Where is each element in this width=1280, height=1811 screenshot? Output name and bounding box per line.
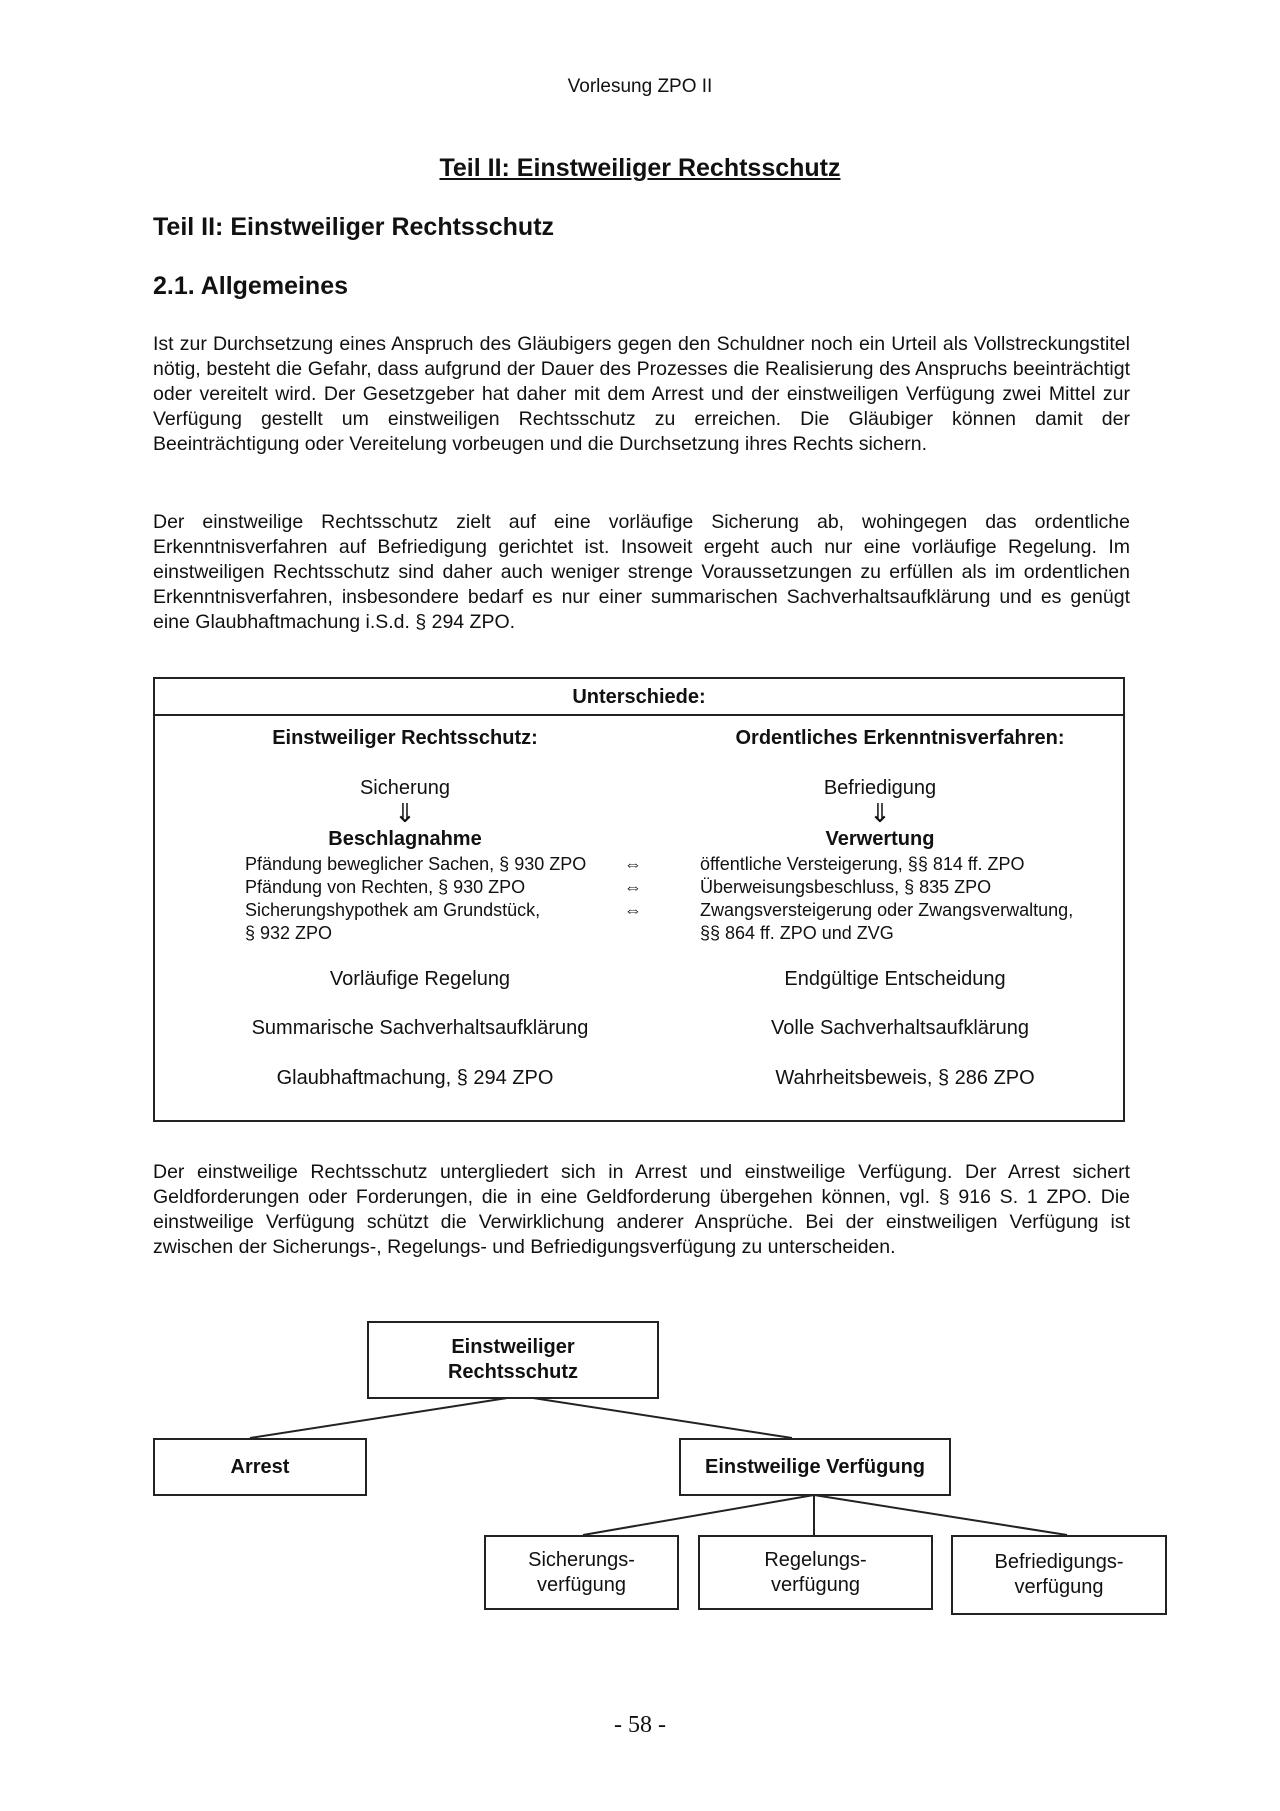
equiv-icon: ⇔ [624,877,642,897]
right-column-heading: Ordentliches Erkenntnisverfahren: [735,727,1065,749]
right-measure: Verwertung [825,828,935,850]
right-aufklaerung: Volle Sachverhaltsaufklärung [771,1017,1029,1039]
running-header: Vorlesung ZPO II [567,76,713,97]
tree-node-einstweilige-verfuegung: Einstweilige Verfügung [679,1438,951,1496]
right-goal: Befriedigung [823,777,937,799]
tree-node-arrest: Arrest [153,1438,367,1496]
left-row-3: Sicherungshypothek am Grundstück, [245,900,541,920]
section-heading: Teil II: Einstweiliger Rechtsschutz [153,213,555,241]
equiv-icon: ⇔ [624,854,642,874]
right-row-1: öffentliche Versteigerung, §§ 814 ff. ZPO [700,854,1025,874]
page-number: - 58 - [614,1712,666,1738]
left-measure: Beschlagnahme [328,828,482,850]
left-row-2: Pfändung von Rechten, § 930 ZPO [245,877,526,897]
tree-node-sicherungsverfuegung: Sicherungs-verfügung [484,1535,679,1610]
tree-node-befriedigungsverfuegung: Befriedigungs-verfügung [951,1535,1167,1615]
right-row-3: Zwangsversteigerung oder Zwangsverwaltung, [700,900,1074,920]
connector-root-ev [520,1396,792,1438]
equiv-icon: ⇔ [624,900,642,920]
tree-node-regelungsverfuegung: Regelungs-verfügung [698,1535,933,1610]
right-down-arrow-icon: ⇓ [869,798,891,828]
paragraph-1: Ist zur Durchsetzung eines Anspruch des Gläubigers gegen den Schuldner noch ein Urteil als Vollstreckungstitel nötig, besteht die Gefahr, dass aufgrund der Dauer des Prozesses die Realisierung des Anspruchs beeinträchtigt oder vereitelt wird. Der Gesetzgeber hat daher mit dem Arrest und der einstweiligen Verfügung zwei Mittel zur Verfügung gestellt um einstweiligen Rechtsschutz zu erreichen. Die Gläubiger können damit der Beeinträchtigung oder Vereitelung vorbeugen und die Durchsetzung ihres Rechts sichern. [153,333,1130,455]
left-column-heading: Einstweiliger Rechtsschutz: [272,727,538,749]
left-aufklaerung: Summarische Sachverhaltsaufklärung [251,1017,589,1039]
comparison-title: Unterschiede: [155,679,1123,716]
paragraph-3: Der einstweilige Rechtsschutz untergliedert sich in Arrest und einstweilige Verfügung. Der Arrest sichert Geldforderungen oder Forderungen, die in eine Geldforderung übergehen können, vgl. § 916 S. 1 ZPO. Die einstweilige Verfügung schützt die Verwirklichung anderer Ansprüche. Bei der einstweiligen Verfügung ist zwischen der Sicherungs-, Regelungs- und Befriedigungsverfügung zu unterscheiden. [153,1161,1130,1258]
tree-node-root: Einstweiliger Rechtsschutz [367,1321,659,1399]
right-beweis: Wahrheitsbeweis, § 286 ZPO [775,1067,1035,1089]
left-row-3-cont: § 932 ZPO [245,923,333,943]
right-regelung: Endgültige Entscheidung [784,968,1006,990]
right-row-3-cont: §§ 864 ff. ZPO und ZVG [700,923,894,943]
left-down-arrow-icon: ⇓ [394,798,416,828]
connector-ev-befriedigung [814,1495,1067,1535]
right-row-2: Überweisungsbeschluss, § 835 ZPO [700,877,992,897]
left-goal: Sicherung [359,777,451,799]
connector-ev-sicherung [583,1495,814,1535]
connector-root-arrest [250,1396,520,1438]
left-regelung: Vorläufige Regelung [329,968,511,990]
left-row-1: Pfändung beweglicher Sachen, § 930 ZPO [245,854,587,874]
left-beweis: Glaubhaftmachung, § 294 ZPO [276,1067,554,1089]
paragraph-2: Der einstweilige Rechtsschutz zielt auf eine vorläufige Sicherung ab, wohingegen das ordentliche Erkenntnisverfahren auf Befriedigung gerichtet ist. Insoweit ergeht auch nur eine vorläufige Regelung. Im einstweiligen Rechtsschutz sind daher auch weniger strenge Voraussetzungen zu erfüllen als im ordentlichen Erkenntnisverfahren, insbesondere bedarf es nur einer summarischen Sachverhaltsaufklärung und es genügt eine Glaubhaftmachung i.S.d. § 294 ZPO. [153,511,1130,633]
chapter-title: Teil II: Einstweiliger Rechtsschutz [439,154,841,182]
subsection-heading: 2.1. Allgemeines [153,272,348,300]
